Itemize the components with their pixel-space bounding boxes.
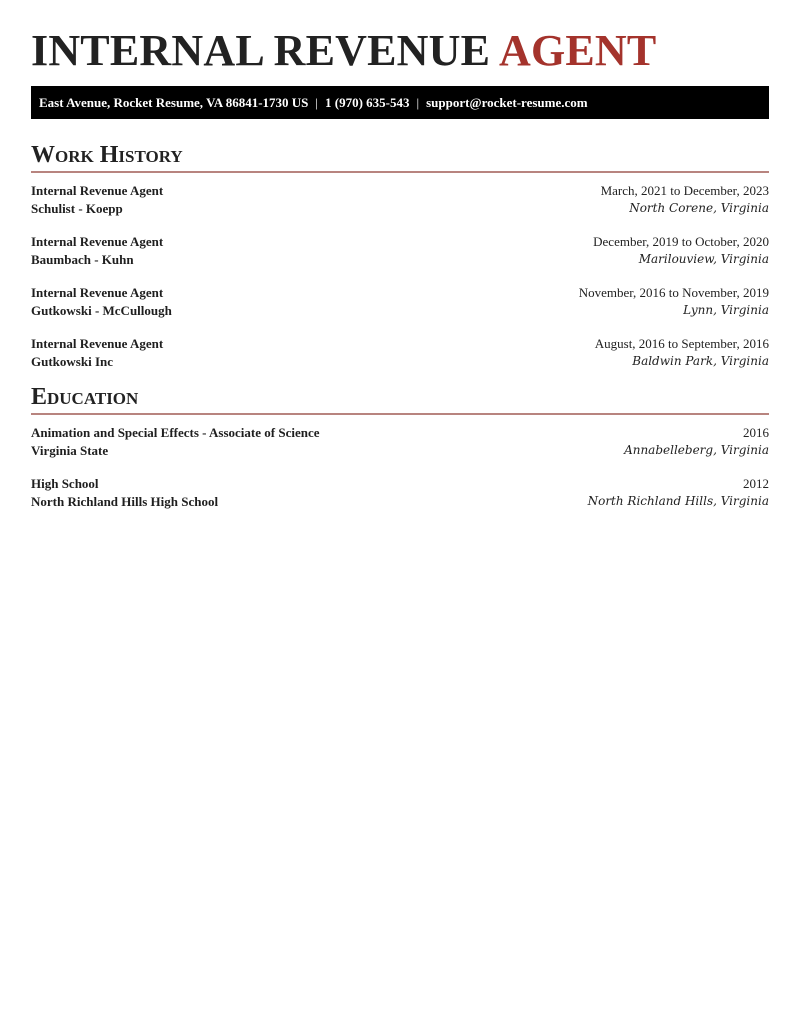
job-company: Schulist - Koepp [31, 200, 123, 216]
contact-address: East Avenue, Rocket Resume, VA 86841-1730 US [39, 95, 309, 110]
job-position: Internal Revenue Agent [31, 234, 164, 249]
job-position: Internal Revenue Agent [31, 183, 164, 198]
job-company: Baumbach - Kuhn [31, 251, 134, 267]
work-entry [31, 335, 769, 369]
resume-title [31, 26, 656, 76]
education-degree: High School [31, 476, 99, 491]
contact-separator: | [315, 95, 319, 110]
contact-separator: | [416, 95, 420, 110]
education-school: Virginia State [31, 442, 109, 458]
education-entry [31, 424, 769, 458]
education-location: Annabelleberg, Virginia [624, 442, 769, 457]
job-dates: March, 2021 to December, 2023 [600, 183, 769, 198]
job-location: Lynn, Virginia [683, 302, 769, 317]
work-entry [31, 233, 769, 267]
title-main: INTERNAL REVENUE [31, 26, 491, 75]
job-dates: December, 2019 to October, 2020 [593, 234, 769, 249]
contact-email: support@rocket-resume.com [426, 95, 588, 110]
education-school: North Richland Hills High School [31, 493, 219, 509]
education-year: 2012 [743, 476, 769, 491]
education-entry [31, 475, 769, 509]
education-location: North Richland Hills, Virginia [587, 493, 769, 508]
job-company: Gutkowski Inc [31, 353, 113, 369]
work-entry [31, 284, 769, 318]
job-company: Gutkowski - McCullough [31, 302, 172, 318]
contact-bar [31, 86, 769, 119]
section-heading-work-history: Work History [31, 142, 183, 168]
work-entry [31, 182, 769, 216]
job-position: Internal Revenue Agent [31, 285, 164, 300]
education-year: 2016 [743, 425, 769, 440]
contact-phone: 1 (970) 635-543 [325, 95, 410, 110]
section-heading-education: Education [31, 384, 139, 410]
job-dates: November, 2016 to November, 2019 [578, 285, 769, 300]
education-section [31, 383, 769, 509]
job-location: Baldwin Park, Virginia [632, 353, 769, 368]
job-location: North Corene, Virginia [629, 200, 769, 215]
education-degree: Animation and Special Effects - Associate of Science [31, 425, 320, 440]
work-history-section [31, 141, 769, 369]
job-location: Marilouview, Virginia [638, 251, 769, 266]
job-dates: August, 2016 to September, 2016 [594, 336, 769, 351]
title-accent: AGENT [498, 26, 657, 75]
job-position: Internal Revenue Agent [31, 336, 164, 351]
